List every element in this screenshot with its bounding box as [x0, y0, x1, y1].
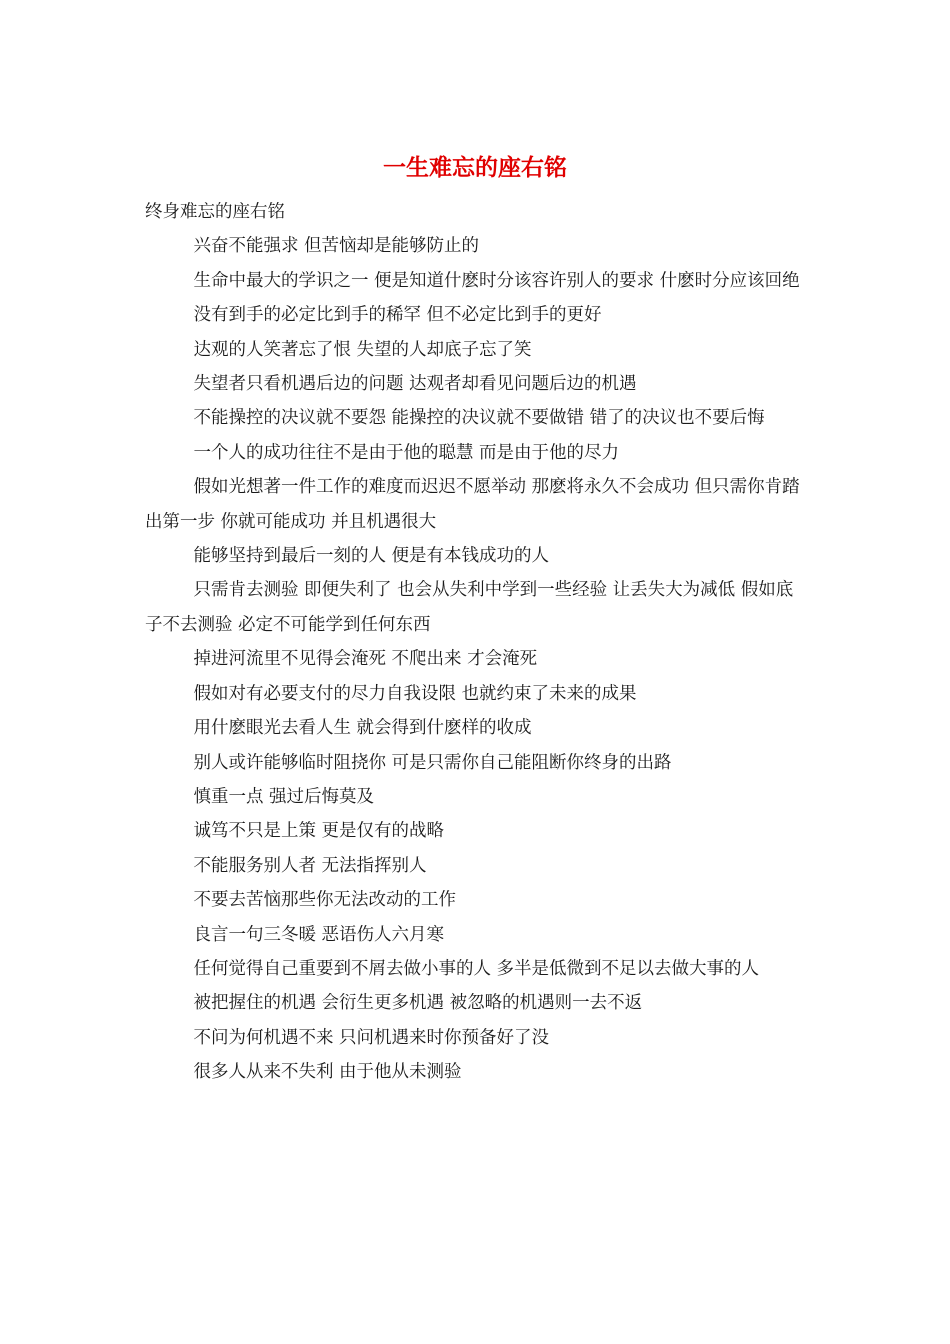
paragraph: 不问为何机遇不来 只问机遇来时你预备好了没	[193, 1027, 550, 1048]
paragraph: 失望者只看机遇后边的问题 达观者却看见问题后边的机遇	[193, 374, 637, 395]
paragraph: 良言一句三冬暖 恶语伤人六月寒	[193, 924, 445, 945]
paragraph: 不能操控的决议就不要怨 能操控的决议就不要做错 错了的决议也不要后悔	[193, 408, 765, 429]
paragraph: 任何觉得自己重要到不屑去做小事的人 多半是低微到不足以去做大事的人	[193, 958, 760, 979]
paragraph: 一个人的成功往往不是由于他的聪慧 而是由于他的尽力	[193, 442, 620, 463]
paragraph: 慎重一点 强过后悔莫及	[193, 786, 375, 807]
paragraph: 被把握住的机遇 会衍生更多机遇 被忽略的机遇则一去不返	[193, 993, 643, 1014]
document-title: 一生难忘的座右铭	[383, 154, 567, 181]
paragraph: 只需肯去测验 即便失利了 也会从失利中学到一些经验 让丢失大为减低 假如底子不去测验 必定不可能学到任何东西	[145, 580, 794, 635]
paragraph: 不要去苦恼那些你无法改动的工作	[193, 890, 456, 911]
paragraph: 能够坚持到最后一刻的人 便是有本钱成功的人	[193, 546, 550, 567]
paragraph: 别人或许能够临时阻挠你 可是只需你自己能阻断你终身的出路	[193, 752, 672, 773]
paragraph: 达观的人笑著忘了恨 失望的人却底子忘了笑	[193, 339, 532, 360]
document-subtitle: 终身难忘的座右铭	[145, 202, 285, 222]
document-body	[145, 195, 810, 1090]
paragraph: 不能服务别人者 无法指挥别人	[193, 855, 427, 876]
paragraph: 生命中最大的学识之一 便是知道什麽时分该容许别人的要求 什麽时分应该回绝	[193, 270, 800, 291]
paragraph: 假如光想著一件工作的难度而迟迟不愿举动 那麽将永久不会成功 但只需你肯踏出第一步 你就可能成功 并且机遇很大	[145, 477, 800, 532]
paragraph: 用什麽眼光去看人生 就会得到什麽样的收成	[193, 718, 532, 739]
paragraph: 假如对有必要支付的尽力自我设限 也就约束了未来的成果	[193, 683, 637, 704]
paragraph: 兴奋不能强求 但苦恼却是能够防止的	[193, 236, 480, 257]
paragraph: 没有到手的必定比到手的稀罕 但不必定比到手的更好	[193, 305, 602, 326]
paragraph: 很多人从来不失利 由于他从未测验	[193, 1062, 462, 1083]
paragraph: 掉进河流里不见得会淹死 不爬出来 才会淹死	[193, 649, 538, 670]
paragraph: 诚笃不只是上策 更是仅有的战略	[193, 821, 445, 842]
